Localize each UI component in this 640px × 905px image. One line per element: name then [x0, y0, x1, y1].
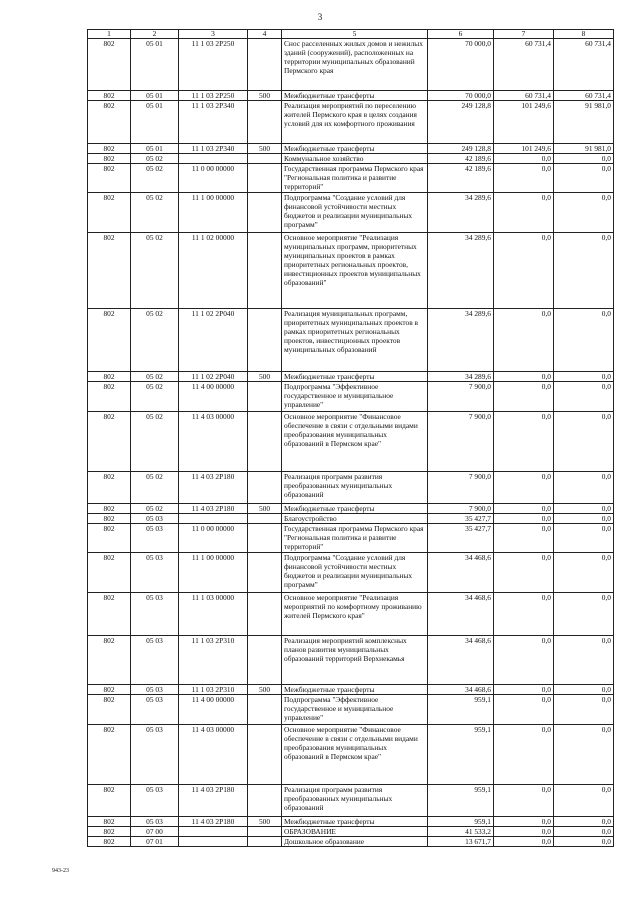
table-row — [88, 382, 614, 412]
row-expense-type — [248, 514, 282, 524]
row-amount-col8: 0,0 — [554, 695, 614, 725]
row-ministry-code: 802 — [88, 412, 131, 472]
row-target-code: 11 4 00 00000 — [179, 695, 248, 725]
row-amount-col7: 101 249,6 — [494, 101, 554, 144]
row-name: Основное мероприятие "Финансовое обеспечение в связи с отдельными видами преобразования муниципальных образований в Пермском крае" — [282, 725, 428, 785]
row-amount-col7: 0,0 — [494, 837, 554, 847]
row-target-code: 11 1 00 00000 — [179, 553, 248, 593]
column-header: 2 — [131, 30, 179, 39]
row-section-code: 05 01 — [131, 39, 179, 91]
row-name: Государственная программа Пермского края "Региональная политика и развитие территорий" — [282, 164, 428, 193]
row-amount-col6: 7 900,0 — [428, 382, 494, 412]
column-header: 3 — [179, 30, 248, 39]
row-name: Основное мероприятие "Реализация мероприятий по комфортному проживанию жителей Пермского края" — [282, 593, 428, 636]
row-ministry-code: 802 — [88, 101, 131, 144]
row-amount-col7: 0,0 — [494, 233, 554, 309]
row-section-code: 05 03 — [131, 636, 179, 685]
row-ministry-code: 802 — [88, 91, 131, 101]
row-ministry-code: 802 — [88, 593, 131, 636]
row-ministry-code: 802 — [88, 785, 131, 817]
row-amount-col7: 101 249,6 — [494, 144, 554, 154]
row-amount-col6: 13 671,7 — [428, 837, 494, 847]
row-amount-col6: 34 289,6 — [428, 372, 494, 382]
table-row — [88, 154, 614, 164]
row-amount-col8: 0,0 — [554, 785, 614, 817]
row-amount-col6: 34 289,6 — [428, 233, 494, 309]
row-section-code: 05 03 — [131, 785, 179, 817]
row-section-code: 05 01 — [131, 91, 179, 101]
row-amount-col6: 7 900,0 — [428, 412, 494, 472]
row-target-code: 11 1 03 2Р340 — [179, 144, 248, 154]
row-amount-col8: 91 981,0 — [554, 101, 614, 144]
row-ministry-code: 802 — [88, 725, 131, 785]
row-amount-col7: 60 731,4 — [494, 91, 554, 101]
row-name: Межбюджетные трансферты — [282, 685, 428, 695]
row-amount-col8: 0,0 — [554, 154, 614, 164]
row-name: Государственная программа Пермского края "Региональная политика и развитие территорий" — [282, 524, 428, 553]
row-ministry-code: 802 — [88, 685, 131, 695]
table-row — [88, 372, 614, 382]
row-expense-type — [248, 193, 282, 233]
row-section-code: 05 02 — [131, 309, 179, 372]
row-amount-col8: 0,0 — [554, 372, 614, 382]
row-section-code: 05 02 — [131, 233, 179, 309]
table-row — [88, 685, 614, 695]
table-row — [88, 472, 614, 504]
row-section-code: 05 02 — [131, 193, 179, 233]
row-name: Межбюджетные трансферты — [282, 372, 428, 382]
row-target-code: 11 4 03 2Р180 — [179, 504, 248, 514]
row-expense-type — [248, 524, 282, 553]
row-target-code: 11 1 03 2Р310 — [179, 636, 248, 685]
row-expense-type — [248, 233, 282, 309]
row-amount-col7: 0,0 — [494, 593, 554, 636]
table-row — [88, 725, 614, 785]
row-amount-col8: 0,0 — [554, 412, 614, 472]
row-amount-col8: 0,0 — [554, 725, 614, 785]
row-expense-type — [248, 827, 282, 837]
row-amount-col6: 34 468,6 — [428, 636, 494, 685]
table-row — [88, 233, 614, 309]
row-expense-type: 500 — [248, 817, 282, 827]
row-name: Подпрограмма "Создание условий для финансовой устойчивости местных бюджетов и реализации муниципальных программ" — [282, 553, 428, 593]
row-target-code: 11 4 03 2Р180 — [179, 472, 248, 504]
row-target-code: 11 0 00 00000 — [179, 164, 248, 193]
row-ministry-code: 802 — [88, 837, 131, 847]
row-expense-type — [248, 593, 282, 636]
row-amount-col7: 0,0 — [494, 553, 554, 593]
row-ministry-code: 802 — [88, 695, 131, 725]
table-row — [88, 412, 614, 472]
row-amount-col8: 0,0 — [554, 382, 614, 412]
row-amount-col8: 0,0 — [554, 233, 614, 309]
table-row — [88, 309, 614, 372]
row-target-code: 11 1 02 2Р040 — [179, 372, 248, 382]
row-section-code: 05 01 — [131, 144, 179, 154]
row-target-code: 11 4 03 2Р180 — [179, 817, 248, 827]
row-amount-col8: 91 981,0 — [554, 144, 614, 154]
row-amount-col7: 0,0 — [494, 372, 554, 382]
row-ministry-code: 802 — [88, 144, 131, 154]
row-ministry-code: 802 — [88, 504, 131, 514]
row-ministry-code: 802 — [88, 524, 131, 553]
row-section-code: 05 03 — [131, 524, 179, 553]
row-amount-col7: 0,0 — [494, 514, 554, 524]
column-header: 1 — [88, 30, 131, 39]
row-section-code: 07 00 — [131, 827, 179, 837]
row-amount-col7: 0,0 — [494, 785, 554, 817]
row-section-code: 05 02 — [131, 154, 179, 164]
row-ministry-code: 802 — [88, 233, 131, 309]
row-expense-type — [248, 636, 282, 685]
row-target-code: 11 4 03 2Р180 — [179, 785, 248, 817]
row-name: Межбюджетные трансферты — [282, 91, 428, 101]
row-section-code: 05 03 — [131, 817, 179, 827]
budget-table — [87, 29, 614, 847]
row-expense-type — [248, 837, 282, 847]
row-expense-type — [248, 382, 282, 412]
row-section-code: 05 03 — [131, 553, 179, 593]
row-amount-col6: 35 427,7 — [428, 524, 494, 553]
table-row — [88, 785, 614, 817]
column-header: 5 — [282, 30, 428, 39]
row-target-code: 11 4 00 00000 — [179, 382, 248, 412]
row-name: Подпрограмма "Эффективное государственное и муниципальное управление" — [282, 695, 428, 725]
row-name: Подпрограмма "Эффективное государственное и муниципальное управление" — [282, 382, 428, 412]
row-expense-type: 500 — [248, 685, 282, 695]
table-row — [88, 91, 614, 101]
row-amount-col8: 0,0 — [554, 685, 614, 695]
row-target-code: 11 1 03 2Р310 — [179, 685, 248, 695]
column-header: 7 — [494, 30, 554, 39]
row-ministry-code: 802 — [88, 514, 131, 524]
column-header: 4 — [248, 30, 282, 39]
row-amount-col8: 0,0 — [554, 593, 614, 636]
row-amount-col8: 0,0 — [554, 837, 614, 847]
row-amount-col6: 249 128,8 — [428, 144, 494, 154]
row-ministry-code: 802 — [88, 382, 131, 412]
row-amount-col6: 42 189,6 — [428, 164, 494, 193]
row-amount-col6: 7 900,0 — [428, 472, 494, 504]
header-row — [88, 30, 614, 39]
row-ministry-code: 802 — [88, 309, 131, 372]
row-amount-col6: 70 000,0 — [428, 39, 494, 91]
row-amount-col6: 41 533,2 — [428, 827, 494, 837]
row-target-code — [179, 154, 248, 164]
row-expense-type: 500 — [248, 144, 282, 154]
page-number: 3 — [317, 12, 323, 22]
row-amount-col7: 0,0 — [494, 154, 554, 164]
row-amount-col6: 35 427,7 — [428, 514, 494, 524]
row-amount-col8: 0,0 — [554, 472, 614, 504]
table-row — [88, 827, 614, 837]
row-amount-col7: 0,0 — [494, 412, 554, 472]
row-amount-col6: 34 468,6 — [428, 685, 494, 695]
column-header: 8 — [554, 30, 614, 39]
row-ministry-code: 802 — [88, 193, 131, 233]
row-amount-col7: 0,0 — [494, 695, 554, 725]
table-row — [88, 695, 614, 725]
row-amount-col8: 0,0 — [554, 636, 614, 685]
row-section-code: 05 03 — [131, 514, 179, 524]
row-amount-col8: 0,0 — [554, 817, 614, 827]
row-amount-col8: 0,0 — [554, 553, 614, 593]
row-section-code: 07 01 — [131, 837, 179, 847]
row-amount-col7: 0,0 — [494, 382, 554, 412]
table-row — [88, 164, 614, 193]
row-expense-type — [248, 154, 282, 164]
row-name: Подпрограмма "Создание условий для финансовой устойчивости местных бюджетов и реализации муниципальных программ" — [282, 193, 428, 233]
table-row — [88, 39, 614, 91]
row-name: Основное мероприятие "Реализация муниципальных программ, приоритетных муниципальных проектов в рамках приоритетных региональных проектов, инвестиционных проектов муниципальных образований" — [282, 233, 428, 309]
row-section-code: 05 02 — [131, 504, 179, 514]
row-amount-col7: 0,0 — [494, 725, 554, 785]
row-expense-type: 500 — [248, 372, 282, 382]
row-expense-type — [248, 725, 282, 785]
row-section-code: 05 02 — [131, 372, 179, 382]
row-amount-col6: 959,1 — [428, 695, 494, 725]
row-ministry-code: 802 — [88, 372, 131, 382]
row-name: Благоустройство — [282, 514, 428, 524]
row-ministry-code: 802 — [88, 827, 131, 837]
row-expense-type — [248, 785, 282, 817]
table-row — [88, 524, 614, 553]
row-amount-col7: 0,0 — [494, 817, 554, 827]
row-section-code: 05 03 — [131, 725, 179, 785]
row-target-code: 11 4 03 00000 — [179, 412, 248, 472]
row-ministry-code: 802 — [88, 39, 131, 91]
table-row — [88, 101, 614, 144]
row-expense-type — [248, 39, 282, 91]
row-name: Реализация программ развития преобразованных муниципальных образований — [282, 472, 428, 504]
row-target-code — [179, 827, 248, 837]
row-amount-col8: 60 731,4 — [554, 39, 614, 91]
row-section-code: 05 01 — [131, 101, 179, 144]
row-name: Межбюджетные трансферты — [282, 504, 428, 514]
row-name: Реализация программ развития преобразованных муниципальных образований — [282, 785, 428, 817]
row-amount-col7: 60 731,4 — [494, 39, 554, 91]
row-amount-col8: 0,0 — [554, 504, 614, 514]
row-section-code: 05 02 — [131, 382, 179, 412]
row-amount-col6: 42 189,6 — [428, 154, 494, 164]
row-ministry-code: 802 — [88, 817, 131, 827]
row-section-code: 05 03 — [131, 695, 179, 725]
row-ministry-code: 802 — [88, 636, 131, 685]
row-amount-col6: 959,1 — [428, 725, 494, 785]
row-target-code: 11 0 00 00000 — [179, 524, 248, 553]
table-row — [88, 193, 614, 233]
row-expense-type — [248, 412, 282, 472]
row-amount-col6: 34 468,6 — [428, 593, 494, 636]
table-row — [88, 593, 614, 636]
row-expense-type — [248, 164, 282, 193]
row-amount-col6: 959,1 — [428, 785, 494, 817]
row-amount-col8: 0,0 — [554, 827, 614, 837]
row-amount-col8: 60 731,4 — [554, 91, 614, 101]
row-expense-type: 500 — [248, 504, 282, 514]
row-expense-type — [248, 695, 282, 725]
row-amount-col6: 7 900,0 — [428, 504, 494, 514]
row-ministry-code: 802 — [88, 553, 131, 593]
row-ministry-code: 802 — [88, 164, 131, 193]
row-target-code: 11 1 03 00000 — [179, 593, 248, 636]
row-amount-col7: 0,0 — [494, 685, 554, 695]
row-name: Межбюджетные трансферты — [282, 144, 428, 154]
row-name: Коммунальное хозяйство — [282, 154, 428, 164]
table-row — [88, 636, 614, 685]
row-section-code: 05 03 — [131, 593, 179, 636]
row-ministry-code: 802 — [88, 472, 131, 504]
row-amount-col6: 70 000,0 — [428, 91, 494, 101]
row-target-code: 11 1 03 2Р340 — [179, 101, 248, 144]
row-amount-col6: 959,1 — [428, 817, 494, 827]
document-code: 943-23 — [52, 868, 69, 874]
row-expense-type — [248, 309, 282, 372]
row-amount-col7: 0,0 — [494, 164, 554, 193]
row-expense-type — [248, 553, 282, 593]
row-amount-col7: 0,0 — [494, 524, 554, 553]
row-amount-col8: 0,0 — [554, 524, 614, 553]
row-section-code: 05 02 — [131, 164, 179, 193]
row-target-code: 11 4 03 00000 — [179, 725, 248, 785]
row-expense-type: 500 — [248, 91, 282, 101]
row-amount-col8: 0,0 — [554, 164, 614, 193]
row-name: Реализация мероприятий комплексных планов развития муниципальных образований территорий Верхнекамья — [282, 636, 428, 685]
row-amount-col7: 0,0 — [494, 472, 554, 504]
row-name: Снос расселенных жилых домов и нежилых зданий (сооружений), расположенных на территории муниципальных образований Пермского края — [282, 39, 428, 91]
row-amount-col8: 0,0 — [554, 193, 614, 233]
row-amount-col8: 0,0 — [554, 514, 614, 524]
row-name: Дошкольное образование — [282, 837, 428, 847]
row-name: Реализация мероприятий по переселению жителей Пермского края в целях создания условий для их комфортного проживания — [282, 101, 428, 144]
row-name: Реализация муниципальных программ, приоритетных муниципальных проектов в рамках приоритетных региональных проектов, инвестиционных проектов муниципальных образований — [282, 309, 428, 372]
table-row — [88, 837, 614, 847]
row-amount-col7: 0,0 — [494, 193, 554, 233]
row-target-code: 11 1 03 2Р250 — [179, 91, 248, 101]
row-amount-col7: 0,0 — [494, 827, 554, 837]
row-name: Основное мероприятие "Финансовое обеспечение в связи с отдельными видами преобразования муниципальных образований в Пермском крае" — [282, 412, 428, 472]
row-expense-type — [248, 101, 282, 144]
column-header: 6 — [428, 30, 494, 39]
row-amount-col7: 0,0 — [494, 309, 554, 372]
row-ministry-code: 802 — [88, 154, 131, 164]
row-amount-col6: 249 128,8 — [428, 101, 494, 144]
row-amount-col6: 34 468,6 — [428, 553, 494, 593]
row-amount-col8: 0,0 — [554, 309, 614, 372]
row-target-code: 11 1 03 2Р250 — [179, 39, 248, 91]
row-target-code: 11 1 02 00000 — [179, 233, 248, 309]
row-target-code: 11 1 00 00000 — [179, 193, 248, 233]
row-section-code: 05 02 — [131, 472, 179, 504]
row-amount-col6: 34 289,6 — [428, 193, 494, 233]
row-name: Межбюджетные трансферты — [282, 817, 428, 827]
row-section-code: 05 02 — [131, 412, 179, 472]
row-target-code — [179, 837, 248, 847]
table-row — [88, 504, 614, 514]
row-name: ОБРАЗОВАНИЕ — [282, 827, 428, 837]
table-row — [88, 144, 614, 154]
row-expense-type — [248, 472, 282, 504]
row-amount-col6: 34 289,6 — [428, 309, 494, 372]
row-target-code: 11 1 02 2Р040 — [179, 309, 248, 372]
table-row — [88, 553, 614, 593]
table-row — [88, 514, 614, 524]
row-amount-col7: 0,0 — [494, 504, 554, 514]
row-section-code: 05 03 — [131, 685, 179, 695]
table-row — [88, 817, 614, 827]
row-target-code — [179, 514, 248, 524]
row-amount-col7: 0,0 — [494, 636, 554, 685]
